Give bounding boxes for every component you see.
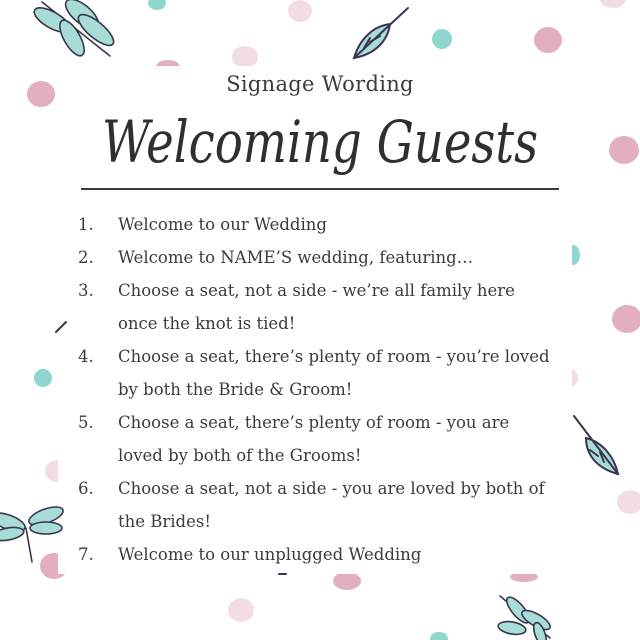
- confetti-dot: [534, 27, 562, 53]
- title-divider: [81, 188, 559, 190]
- list-item-number: 1.: [78, 215, 94, 234]
- list-item: [78, 274, 558, 340]
- dragonfly-icon: [492, 592, 562, 640]
- confetti-dot: [148, 0, 166, 10]
- leaf-icon: [350, 4, 412, 62]
- list-item: [78, 241, 558, 274]
- list-item: [78, 538, 558, 571]
- confetti-dot: [232, 46, 258, 68]
- confetti-dot: [333, 572, 361, 590]
- list-item-number: 2.: [78, 248, 94, 267]
- list-item: [78, 208, 558, 241]
- confetti-dot: [432, 29, 452, 49]
- list-item-number: 6.: [78, 479, 94, 498]
- confetti-dot: [288, 0, 312, 22]
- list-item: [78, 340, 558, 406]
- list-item-text: Welcome to NAME’S wedding, featuring…: [118, 248, 474, 267]
- wording-list: [78, 208, 558, 571]
- list-item-text: Choose a seat, not a side - we’re all family here once the knot is tied!: [118, 281, 515, 333]
- confetti-dot: [228, 598, 254, 622]
- list-item-text: Choose a seat, not a side - you are loved by both of the Brides!: [118, 479, 545, 531]
- stem-icon: [54, 318, 70, 334]
- dragonfly-icon: [22, 0, 118, 68]
- list-item-text: Choose a seat, there’s plenty of room - you’re loved by both the Bride & Groom!: [118, 347, 550, 399]
- list-item-text: Welcome to our unplugged Wedding: [118, 545, 422, 564]
- leaf-icon: [570, 412, 622, 478]
- list-item-number: 3.: [78, 281, 94, 300]
- page-title-text: Welcoming Guests: [102, 108, 538, 176]
- confetti-dot: [600, 0, 626, 8]
- subtitle: Signage Wording: [226, 72, 414, 96]
- confetti-dot: [617, 490, 640, 514]
- list-item-text: Welcome to our Wedding: [118, 215, 327, 234]
- list-item-number: 5.: [78, 413, 94, 432]
- page-title: [0, 96, 640, 196]
- list-item-number: 4.: [78, 347, 94, 366]
- confetti-dot: [430, 632, 448, 640]
- list-item: [78, 472, 558, 538]
- stem-icon: [278, 570, 288, 578]
- confetti-dot: [34, 369, 52, 387]
- list-item: [78, 406, 558, 472]
- confetti-dot: [612, 305, 640, 333]
- list-item-text: Choose a seat, there’s plenty of room - you are loved by both of the Grooms!: [118, 413, 510, 465]
- dragonfly-icon: [0, 498, 68, 564]
- list-item-number: 7.: [78, 545, 94, 564]
